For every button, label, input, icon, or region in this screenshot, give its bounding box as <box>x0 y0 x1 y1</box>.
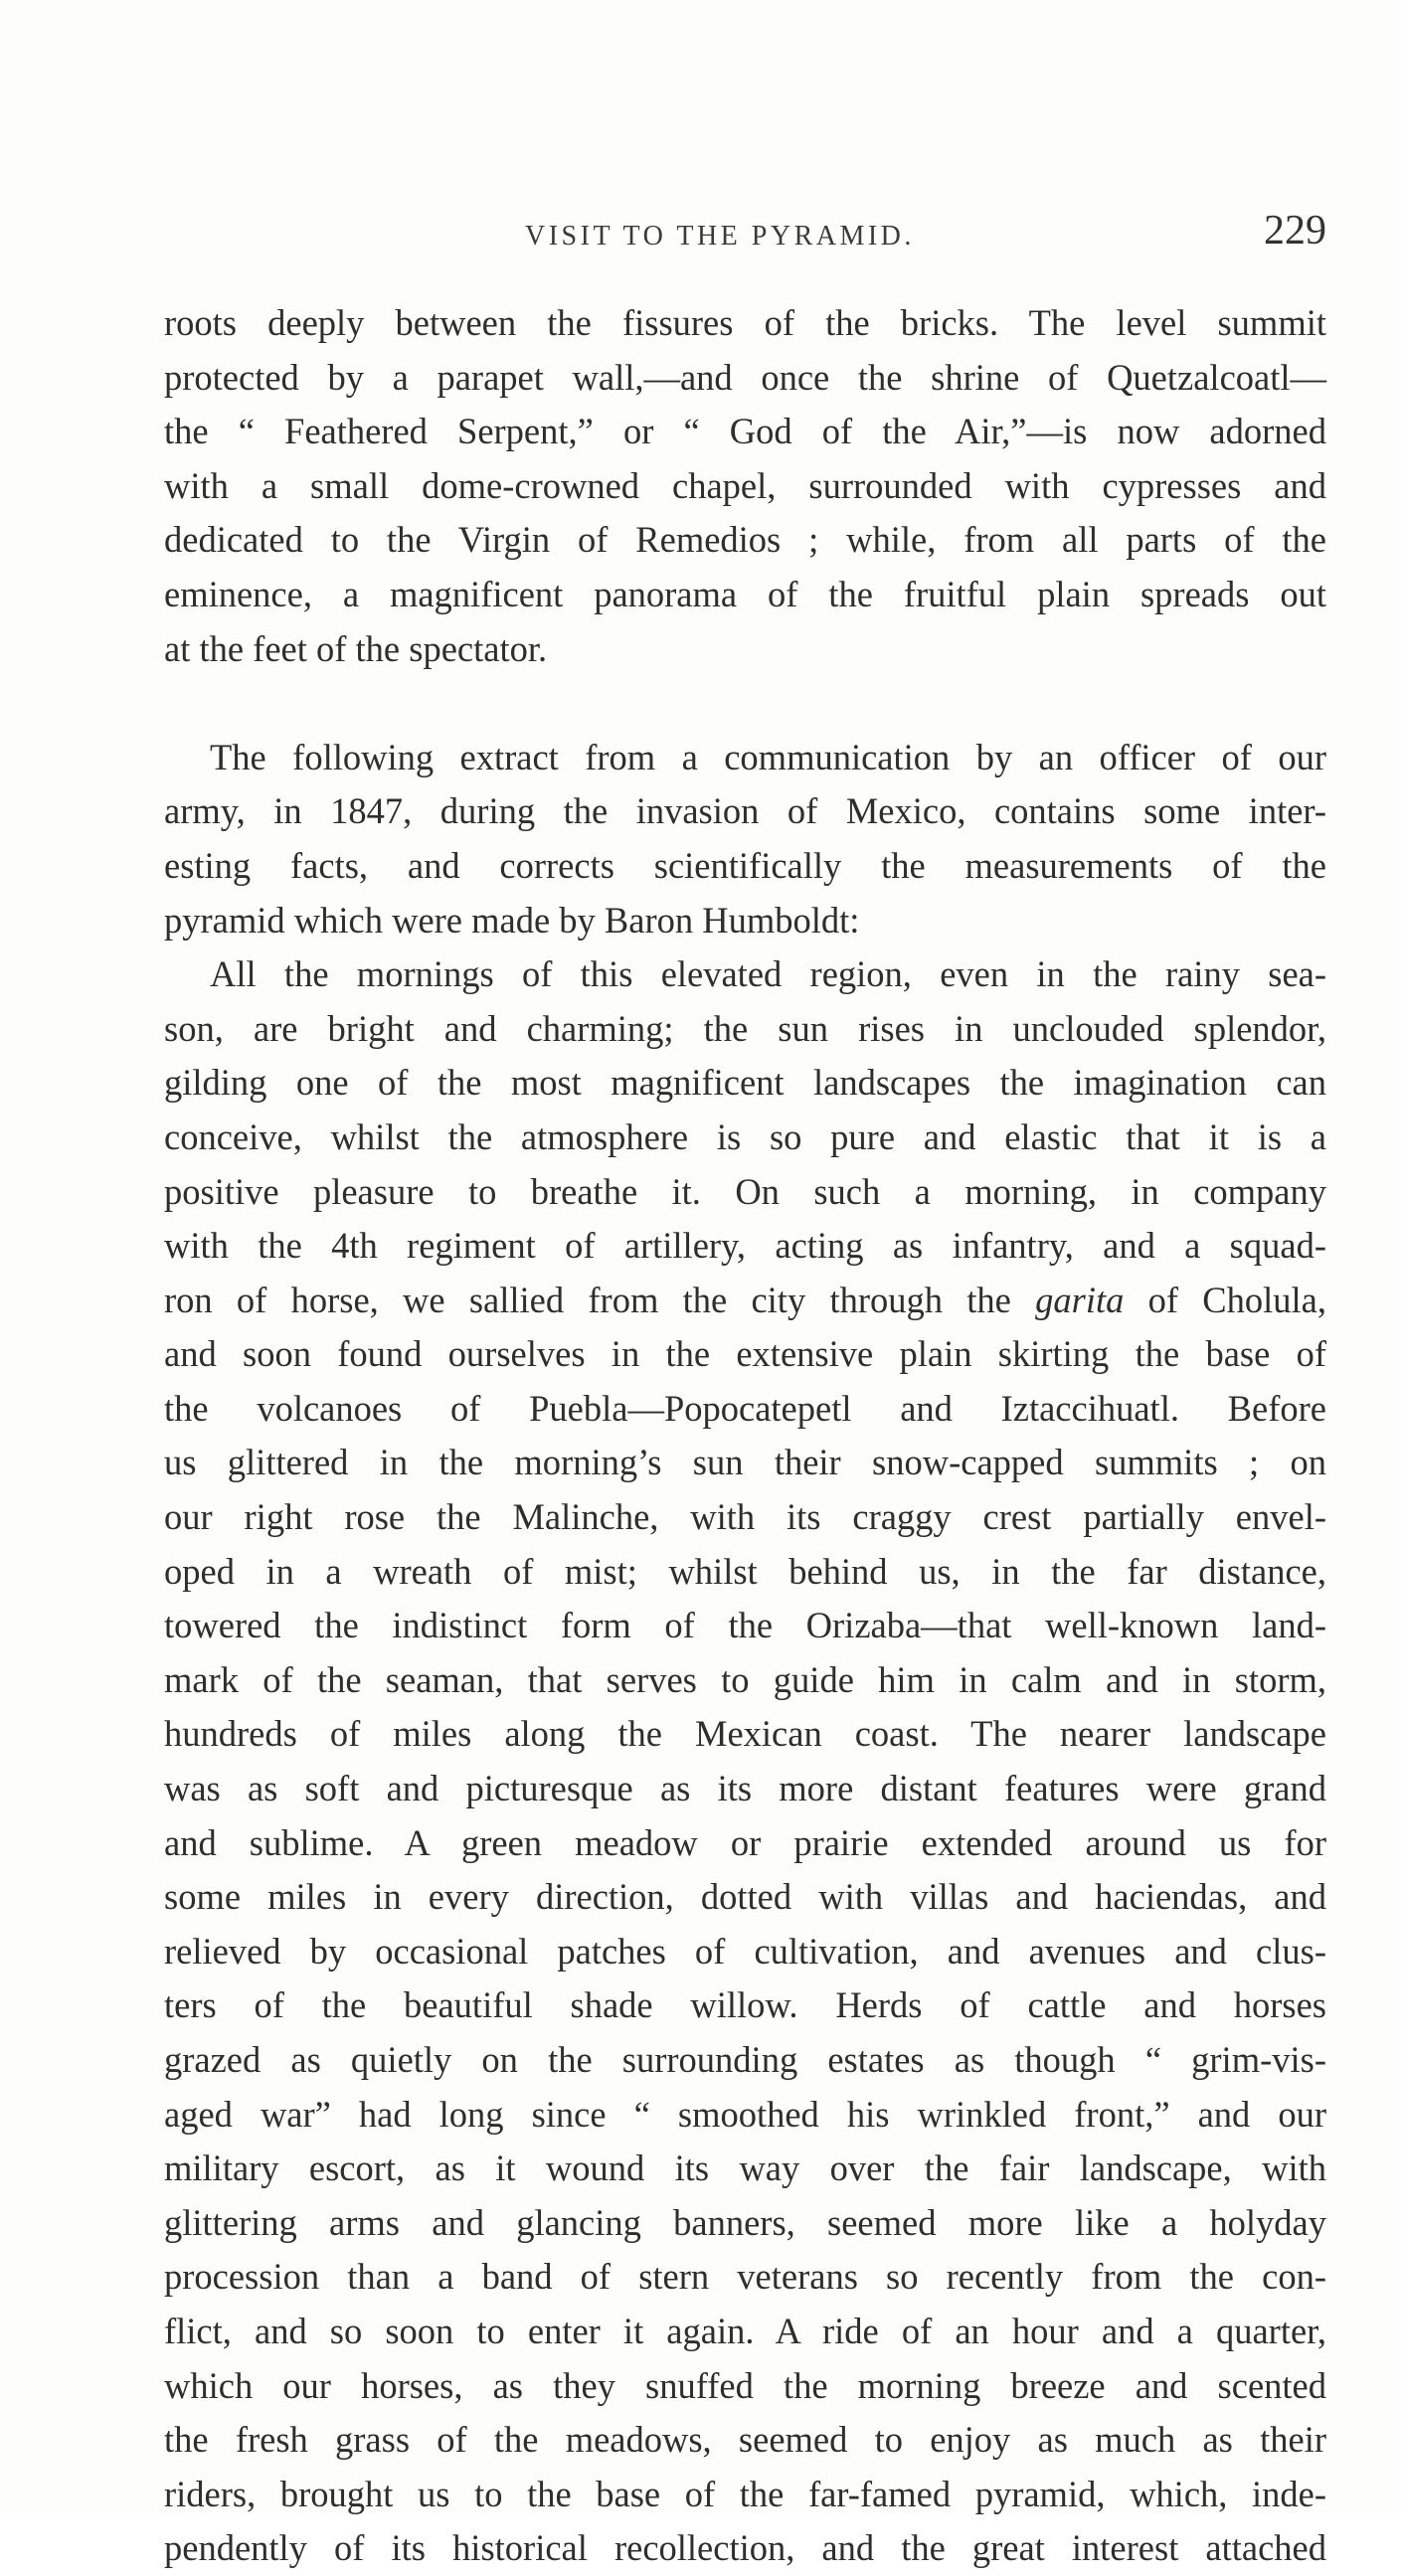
text-line: mark of the seaman, that serves to guide him in calm and in storm, <box>164 1658 1326 1700</box>
paragraph-2 <box>164 731 1326 947</box>
text-line: relieved by occasional patches of cultivation, and avenues and clus- <box>164 1930 1326 1972</box>
text-line: glittering arms and glancing banners, seemed more like a holyday <box>164 2201 1326 2243</box>
text-line: and sublime. A green meadow or prairie extended around us for <box>164 1821 1326 1863</box>
text-line: us glittered in the morning’s sun their snow-capped summits ; on <box>164 1442 1326 1483</box>
text-line: son, are bright and charming; the sun rises in unclouded splendor, <box>164 1007 1326 1049</box>
text-line: flict, and so soon to enter it again. A ride of an hour and a quarter, <box>164 2310 1326 2351</box>
text-line: the fresh grass of the meadows, seemed to enjoy as much as their <box>164 2419 1326 2461</box>
text-line: The following extract from a communication by an officer of our <box>210 736 1326 777</box>
text-line: esting facts, and corrects scientifically the measurements of the <box>164 844 1326 886</box>
paragraph-1 <box>164 296 1326 676</box>
text-line <box>164 1274 1326 1328</box>
text-line: hundreds of miles along the Mexican coast. The nearer landscape <box>164 1713 1326 1755</box>
text-line: at the feet of the spectator. <box>164 627 548 669</box>
text-line: army, in 1847, during the invasion of Mexico, contains some inter- <box>164 790 1326 832</box>
text-fragment: ron of horse, we sallied from the city through the <box>164 1279 1036 1320</box>
paragraph-spacer <box>164 676 1326 731</box>
paragraph-3 <box>164 947 1326 2576</box>
text-line: conceive, whilst the atmosphere is so pure and elastic that it is a <box>164 1116 1326 1157</box>
text-line: the “ Feathered Serpent,” or “ God of the Air,”—is now adorned <box>164 411 1326 452</box>
text-fragment: of Cholula, <box>1124 1279 1327 1320</box>
page-header <box>164 207 1326 266</box>
text-line: and soon found ourselves in the extensive plain skirting the base of <box>164 1333 1326 1375</box>
text-line: roots deeply between the fissures of the bricks. The level summit <box>164 302 1326 343</box>
page-number: 229 <box>1264 208 1326 254</box>
text-line: was as soft and picturesque as its more distant features were grand <box>164 1768 1326 1809</box>
text-line: our right rose the Malinche, with its craggy crest partially envel- <box>164 1496 1326 1538</box>
italic-word: garita <box>1035 1279 1125 1320</box>
text-line: aged war” had long since “ smoothed his wrinkled front,” and our <box>164 2093 1326 2135</box>
text-line: military escort, as it wound its way over the fair landscape, with <box>164 2147 1326 2189</box>
text-line: with the 4th regiment of artillery, acting as infantry, and a squad- <box>164 1225 1326 1267</box>
running-title: VISIT TO THE PYRAMID. <box>525 221 915 252</box>
text-line: towered the indistinct form of the Orizaba—that well-known land- <box>164 1605 1326 1646</box>
text-line: with a small dome-crowned chapel, surrounded with cypresses and <box>164 464 1326 506</box>
text-line: which our horses, as they snuffed the morning breeze and scented <box>164 2364 1326 2406</box>
text-line: pendently of its historical recollection, and the great interest attached <box>164 2527 1326 2569</box>
text-line: gilding one of the most magnificent landscapes the imagination can <box>164 1062 1326 1104</box>
text-line: positive pleasure to breathe it. On such a morning, in company <box>164 1170 1326 1212</box>
text-line: the volcanoes of Puebla—Popocatepetl and Iztaccihuatl. Before <box>164 1387 1326 1429</box>
text-line: oped in a wreath of mist; whilst behind us, in the far distance, <box>164 1550 1326 1592</box>
text-line: dedicated to the Virgin of Remedios ; while, from all parts of the <box>164 519 1326 561</box>
text-line: some miles in every direction, dotted with villas and haciendas, and <box>164 1876 1326 1918</box>
text-line: pyramid which were made by Baron Humboldt: <box>164 899 860 941</box>
text-line: ters of the beautiful shade willow. Herds of cattle and horses <box>164 1984 1326 2026</box>
text-line: riders, brought us to the base of the far-famed pyramid, which, inde- <box>164 2473 1326 2514</box>
text-line: grazed as quietly on the surrounding estates as though “ grim-vis- <box>164 2039 1326 2080</box>
text-line: procession than a band of stern veterans so recently from the con- <box>164 2256 1326 2298</box>
body-text <box>164 296 1326 2576</box>
text-line: eminence, a magnificent panorama of the fruitful plain spreads out <box>164 573 1326 614</box>
text-line: protected by a parapet wall,—and once the shrine of Quetzalcoatl— <box>164 356 1326 398</box>
text-line: All the mornings of this elevated region, even in the rainy sea- <box>210 953 1326 995</box>
